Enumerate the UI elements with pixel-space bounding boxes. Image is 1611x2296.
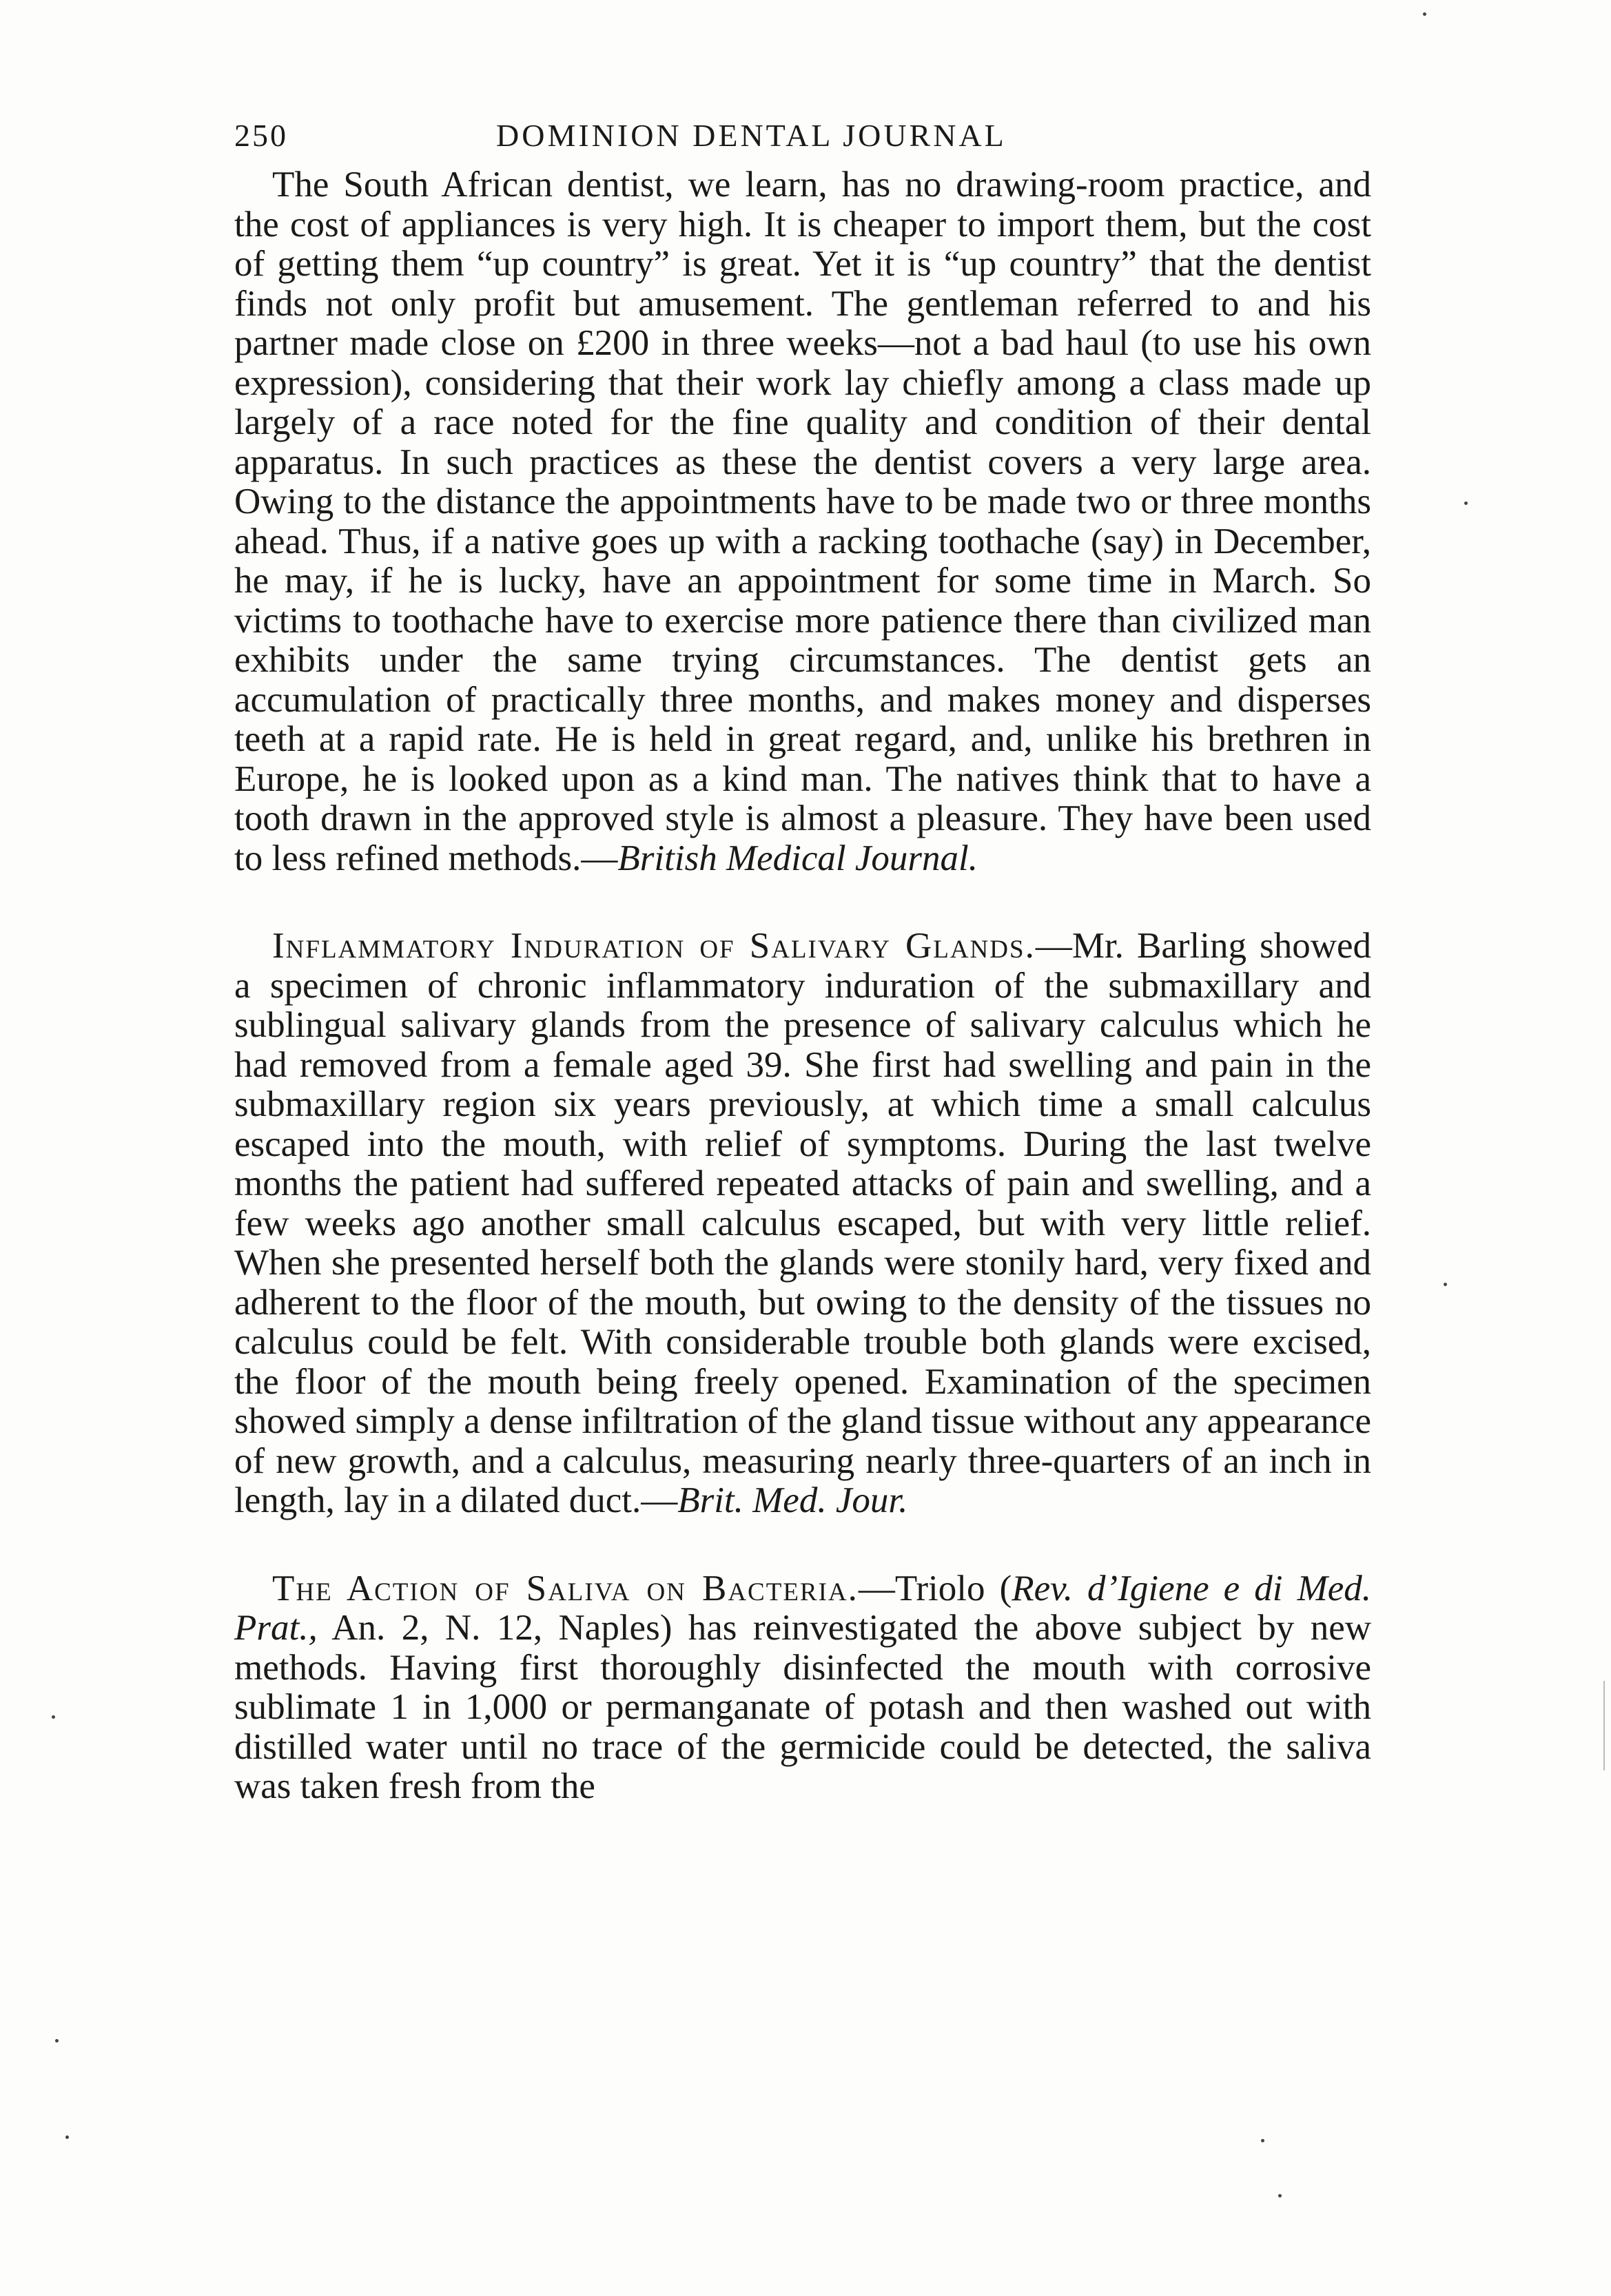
paragraph-salivary-glands: [234, 927, 1371, 1521]
scan-speck: [1444, 1283, 1447, 1286]
paragraph-body-pre: —Triolo (: [858, 1568, 1012, 1609]
scan-speck: [55, 2039, 59, 2042]
scan-speck: [1423, 12, 1426, 16]
page-header: [234, 103, 1371, 165]
section-heading: Inflammatory Induration of Salivary Glands.: [272, 926, 1036, 966]
citation: Brit. Med. Jour.: [677, 1480, 908, 1520]
scan-edge-line: [1603, 1681, 1605, 1770]
source-reference: Rev. d’Igiene e di Med. Prat.,: [234, 1568, 1371, 1648]
scan-speck: [1464, 501, 1468, 505]
scan-speck: [65, 2135, 69, 2139]
paragraph-body: The South African dentist, we learn, has no drawing-room practice, and the cost of appliances is very high. It is cheaper to import them, but the cost of getting them “up country” is great. Yet it is “up country” that the dentist finds not only profit but amusement. The gentleman referred to and his partner made close on £200 in three weeks—not a bad haul (to use his own expression), considering that their work lay chiefly among a class made up largely of a race noted for the fine quality and condition of their dental apparatus. In such practices as these the dentist covers a very large area. Owing to the distance the appointments have to be made two or three months ahead. Thus, if a native goes up with a racking toothache (say) in December, he may, if he is lucky, have an appointment for some time in March. So victims to toothache have to exercise more patience there than civilized man exhibits under the same trying circumstances. The dentist gets an accumulation of practically three months, and makes money and disperses teeth at a rapid rate. He is held in great regard, and, unlike his brethren in Europe, he is looked upon as a kind man. The natives think that to have a tooth drawn in the approved style is almost a pleasure. They have been used to less refined methods.—: [234, 165, 1371, 878]
scan-speck: [1261, 2139, 1264, 2142]
journal-page: [234, 103, 1371, 1807]
running-head: DOMINION DENTAL JOURNAL: [496, 118, 1007, 153]
paragraph-body: An. 2, N. 12, Naples) has reinvestigated the above subject by new methods. Having first thoroughly disinfected the mouth with corrosive sublimate 1 in 1,000 or permanganate of potash and then washed out with distilled water until no trace of the germicide could be detected, the saliva was taken fresh from the: [234, 1608, 1371, 1806]
section-heading: The Action of Saliva on Bacteria.: [272, 1568, 859, 1609]
scan-speck: [1278, 2194, 1282, 2197]
paragraph-south-african-dentist: [234, 165, 1371, 878]
scan-speck: [52, 1715, 55, 1719]
page-number: 250: [234, 118, 288, 153]
paragraph-saliva-bacteria: [234, 1569, 1371, 1807]
citation: British Medical Journal.: [617, 838, 978, 878]
paragraph-body: —Mr. Barling showed a specimen of chronic inflammatory induration of the submaxillary and sublingual salivary glands from the presence of salivary calculus which he had removed from a female aged 39. She first had swelling and pain in the submaxillary region six years previously, at which time a small calculus escaped into the mouth, with relief of symptoms. During the last twelve months the patient had suffered repeated attacks of pain and swelling, and a few weeks ago another small calculus escaped, but with very little relief. When she presented herself both the glands were stonily hard, very fixed and adherent to the floor of the mouth, but owing to the density of the tissues no calculus could be felt. With considerable trouble both glands were excised, the floor of the mouth being freely opened. Examination of the specimen showed simply a dense infiltration of the gland tissue without any appearance of new growth, and a calculus, measuring nearly three-quarters of an inch in length, lay in a dilated duct.—: [234, 926, 1371, 1520]
